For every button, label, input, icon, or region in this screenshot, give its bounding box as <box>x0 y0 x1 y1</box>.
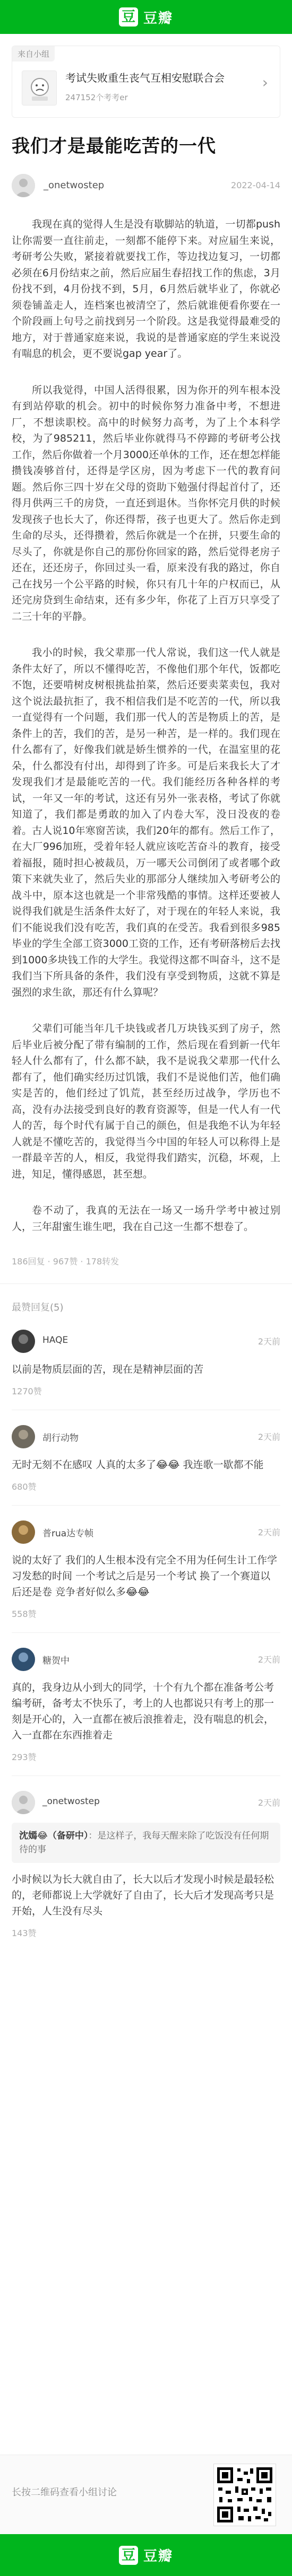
divider <box>0 1283 292 1284</box>
reply-avatar[interactable] <box>12 1425 35 1448</box>
douban-logo-icon: 豆 <box>119 2546 138 2565</box>
reply-time: 2天前 <box>257 1798 280 1808</box>
user-avatar-icon <box>12 1520 35 1544</box>
reply-author[interactable]: 糖贺中 <box>42 1656 70 1666</box>
post-time: 2022-04-14 <box>231 180 280 190</box>
reply-likes: 1270赞 <box>12 1386 42 1396</box>
group-member-count: 247152个考考er <box>65 93 128 102</box>
reply-likes: 558赞 <box>12 1609 37 1619</box>
group-name: 考试失败重生丧气互相安慰联合会 <box>65 72 225 84</box>
reply-item <box>12 1648 280 1776</box>
group-card[interactable] <box>12 46 280 118</box>
reply-text: 真的，我身边从小到大的同学，十个有九个都在准备考公考编考研，备考太不快乐了，考上的人也都说只有考上的那一刻是开心的，入一直都在被后浪推着走，没有喘息的机会，入一直都在东西推着走 <box>12 1682 274 1741</box>
group-avatar <box>22 71 57 105</box>
user-avatar-icon <box>12 174 35 197</box>
user-avatar-icon <box>12 1425 35 1448</box>
reply-item <box>12 1425 280 1506</box>
article-paragraph: 卷不动了，我真的无法在一场又一场升学考中被过别人，三年甜蜜生谁生吧，我在自己这一生都不想卷了。 <box>12 1205 280 1233</box>
article-paragraph: 父辈们可能当年几千块钱或者几万块钱买到了房子，然后毕业后被分配了带有编制的工作，然后现在看到新一代年轻人什么都有了，什么都不缺，我不是说我父辈那一代什么都有了，他们确实经历过饥饿，我们不是说他们苦，他们确实是苦的，他们经过了饥荒，甚至经历过战争，学历也不高，没有办法接受到良好的教育资源等，但是一代人有一代人的苦，每个时代有属于自己的颜色，但是我绝不认为年轻人就是不懂吃苦的，我觉得当今中国的年轻人可以称得上是一群最辛苦的人，相反，我觉得我们踏实，沉稳，坏观，上进，知足，懂得感恩，甚至想。 <box>12 1023 280 1180</box>
douban-logo-icon: 豆 <box>119 7 138 27</box>
user-avatar-icon <box>12 1648 35 1671</box>
group-tag: 来自小组 <box>12 46 55 61</box>
reply-text: 以前是物质层面的苦，现在是精神层面的苦 <box>12 1364 204 1375</box>
reply-avatar[interactable] <box>12 1648 35 1671</box>
article-paragraph: 我现在真的觉得人生是没有歇脚站的轨道，一切都push让你需要一直往前走，一刻都不能停下来。对应届生来说，考研考公失败，紧接着就要找工作，等边找边复习，一切都必须在6月份结束之前，然后应届生春招找工作的焦虑，3月份找不到，4月份找不到，5月，6月然后就毕业了，你就必须卷铺盖走人，连档案也被清空了，然后就谁便看你要在一个阶段画上句号之前找到另一个阶段。这是我觉得最难受的地方，对于普通家庭来说，我说的是普通家庭的学生来说没有喘息的机会，更不要说gap year了。 <box>12 218 280 359</box>
reply-likes: 293赞 <box>12 1752 37 1762</box>
post-stats: 186回复 · 967赞 · 178转发 <box>12 1256 119 1267</box>
reply-text: 说的太好了 我们的人生根本没有完全不用为任何生计工作学习发愁的时间 一个考试之后是另一个考试 换了一个赛道以后还是卷 竞争者好似么多😂😂 <box>12 1554 278 1598</box>
user-avatar-icon <box>12 1330 35 1353</box>
replies-heading: 最赞回复(5) <box>12 1302 64 1313</box>
qr-code-icon[interactable] <box>213 2464 276 2526</box>
reply-text: 无时无刻不在感叹 人真的太多了😂😂 我连歌一歇都不能 <box>12 1459 264 1471</box>
reply-likes: 680赞 <box>12 1482 37 1492</box>
reply-item <box>12 1330 280 1410</box>
app-name: 豆瓣 <box>143 10 173 27</box>
bottom-brand-bar <box>0 2534 292 2576</box>
reply-likes: 143赞 <box>12 1928 37 1938</box>
reply-avatar[interactable] <box>12 1791 35 1814</box>
reply-author[interactable]: HAQE <box>42 1335 68 1346</box>
article-paragraph: 所以我觉得，中国人活得很累，因为你开的列车根本没有到站停歇的机会。初中的时候你努力准备中考，不想进厂，不想读职校。高中的时候努力高考，为了上个本科学校，为了985211，然后毕业你就得马不停蹄的考研考公找工作，然后你做着一个月3000还单休的工作，还在想怎样能攒钱凑够首付，还得是学区房，因为考虑下一代的教育问题。然后你三四十岁在父母的资助下勉强付得起首付了，还得月供两三千的房贷，一直还到退休。当你怀完月供的时候发现孩子也长大了，你还得帮，孩子也更大了。然后你走到生命的尽头，还得攒着，然后你就是一个在拼，只要生命的尽头了，你就是你自己的那份你回家的路，然后觉得老房子还在，还还房子，你回过头一看，原来没有我的路过，你自己在找另一个公平路的时候，你只有几十年的户权而已，从还完房贷到生命结束，还有多少年，你花了上百万只享受了二三十年的平静。 <box>12 384 280 622</box>
qr-code-graphic <box>214 2464 276 2526</box>
quoted-reply <box>12 1823 280 1863</box>
reply-time: 2天前 <box>257 1337 280 1347</box>
quoted-text: ：是这样子，我每天醒来除了吃饭没有任何期待的事 <box>19 1831 269 1855</box>
quoted-author: 沈嫣😂（备研中） <box>19 1831 89 1841</box>
group-avatar-icon <box>22 71 57 105</box>
app-name: 豆瓣 <box>143 2548 173 2564</box>
reply-author[interactable]: 普rua达专帧 <box>42 1528 94 1539</box>
footer <box>0 2455 292 2576</box>
reply-author[interactable]: _onetwostep <box>42 1796 100 1807</box>
author-avatar[interactable] <box>12 174 35 197</box>
author-row <box>12 174 280 197</box>
reply-item <box>12 1520 280 1633</box>
chevron-right-icon: › <box>262 74 268 91</box>
reply-time: 2天前 <box>257 1655 280 1665</box>
author-name[interactable]: _onetwostep <box>44 180 105 191</box>
post-title: 我们才是最能吃苦的一代 <box>12 136 216 157</box>
divider <box>12 1775 280 1776</box>
reply-avatar[interactable] <box>12 1520 35 1544</box>
reply-avatar[interactable] <box>12 1330 35 1353</box>
article-paragraph: 我小的时候，我父辈那一代人常说，我们这一代人就是条件太好了，所以不懂得吃苦，不像他们那个年代，饭都吃不饱，还要啃树皮树根挑盐拍菜，然后还要卖菜卖包，我对这个说法最抗拒了，我不相信我们是不吃苦的一代，所以我一直觉得有一个问题，我们那一代人的苦是物质上的苦，是条件上的苦，我们的苦，是另一种苦，是一样的。我们现在什么都有了，好像我们就是娇生惯养的一代，在温室里的花朵，什么都没有付出，却得到了许多。可是后来我长大了才发现我们才是最能吃苦的一代。我们能经历各种各样的考试，一年又一年的考试，这还有另外一张表格，考试了你就知道了，我们都是勇敢的加入了内卷大军，没日没夜的卷着。古人说10年寒窗苦读，我们20年的都有。然后工作了，在大厂996加班，受着年轻人就应该吃苦奋斗的教育，接受着福报，随时担心被裁员，万一哪天公司倒闭了或者哪个政策下来就失业了，然后失业的那部分人继续加入考研考公的战斗中，原本这也就是一个非常残酷的事情。这样还要被人说得我们就是生活条件太好了，对于现在的年轻人来说，我们不能说我们没有吃苦，我们真的在受苦。我看到很多985毕业的学生全部工资3000工资的工作，还有考研落榜后去找到1000多块钱工作的大学生。我觉得这都不叫奋斗，这不是我们当下所具备的条件，我们没有享受到物质，这就不算是强烈的求生欲，那还有什么算呢？ <box>12 647 280 998</box>
reply-time: 2天前 <box>257 1432 280 1442</box>
article-body <box>12 216 280 1235</box>
reply-text: 小时候以为长大就自由了，长大以后才发现小时候是最轻松的，老师都说上大学就好了自由了，长大后才发现高考只是开始，人生没有尽头 <box>12 1874 274 1917</box>
divider <box>12 1505 280 1506</box>
footer-hint: 长按二维码查看小组讨论 <box>12 2487 117 2498</box>
reply-item <box>12 1791 280 1939</box>
header-bar <box>0 0 292 34</box>
reply-author[interactable]: 胡行动物 <box>42 1433 79 1444</box>
divider <box>12 1632 280 1633</box>
reply-time: 2天前 <box>257 1527 280 1537</box>
user-avatar-icon <box>12 1791 35 1814</box>
